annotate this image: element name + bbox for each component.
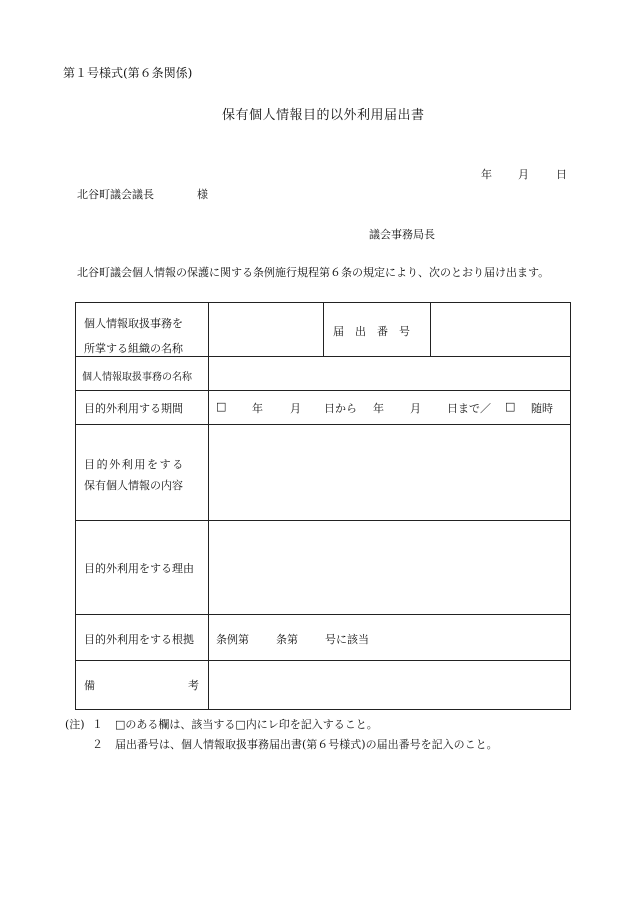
affair-name-field[interactable] bbox=[210, 358, 569, 388]
info-content-label-line2: 保有個人情報の内容 bbox=[84, 479, 183, 492]
addressee-honorific: 様 bbox=[197, 188, 208, 201]
table-rule bbox=[75, 614, 571, 615]
table-rule bbox=[75, 356, 571, 357]
basis-article: 条第 bbox=[276, 633, 298, 646]
basis-ordinance-article: 条例第 bbox=[216, 633, 249, 646]
period-from-year: 年 bbox=[252, 402, 263, 415]
period-checkbox-anytime[interactable]: □ bbox=[505, 400, 516, 413]
table-column-rule bbox=[208, 302, 209, 710]
table-column-rule bbox=[323, 302, 324, 356]
info-content-label-line1: 目的外利用をする bbox=[84, 458, 185, 471]
note1-number: １ bbox=[92, 718, 103, 731]
period-from-day: 日から bbox=[324, 402, 357, 415]
note1-text: □のある欄は、該当する□内にレ印を記入すること。 bbox=[115, 718, 378, 731]
remarks-field[interactable] bbox=[210, 662, 569, 708]
organization-label-line1: 個人情報取扱事務を bbox=[84, 317, 183, 330]
note2-text: 届出番号は、個人情報取扱事務届出書(第６号様式)の届出番号を記入のこと。 bbox=[115, 738, 498, 751]
reason-label: 目的外利用をする理由 bbox=[84, 562, 194, 575]
notification-number-field[interactable] bbox=[432, 304, 569, 354]
reason-field[interactable] bbox=[210, 522, 569, 612]
period-until-day: 日まで／ bbox=[447, 402, 491, 415]
date-month: 月 bbox=[518, 168, 529, 181]
period-until-year: 年 bbox=[373, 402, 384, 415]
organization-label-line2: 所掌する組織の名称 bbox=[84, 342, 183, 355]
document-title: 保有個人情報目的以外利用届出書 bbox=[222, 108, 425, 123]
notes-prefix: (注) bbox=[65, 718, 85, 731]
sender: 議会事務局長 bbox=[369, 228, 435, 241]
period-anytime-label: 随時 bbox=[531, 402, 553, 415]
intro-text: 北谷町議会個人情報の保護に関する条例施行規程第６条の規定により、次のとおり届け出ます。 bbox=[77, 266, 550, 279]
table-rule bbox=[75, 390, 571, 391]
basis-label: 目的外利用をする根拠 bbox=[84, 633, 194, 646]
basis-item: 号に該当 bbox=[325, 633, 369, 646]
remarks-label-right: 考 bbox=[188, 679, 199, 692]
period-label: 目的外利用する期間 bbox=[84, 402, 183, 415]
date-day: 日 bbox=[556, 168, 567, 181]
period-checkbox-range[interactable]: □ bbox=[216, 400, 227, 413]
period-until-month: 月 bbox=[410, 402, 421, 415]
table-rule bbox=[75, 520, 571, 521]
addressee-name: 北谷町議会議長 bbox=[77, 188, 154, 201]
date-year: 年 bbox=[481, 168, 492, 181]
period-from-month: 月 bbox=[290, 402, 301, 415]
organization-field[interactable] bbox=[210, 304, 321, 354]
remarks-label-left: 備 bbox=[84, 679, 95, 692]
form-number: 第１号様式(第６条関係) bbox=[63, 66, 193, 80]
info-content-field[interactable] bbox=[210, 426, 569, 518]
notification-number-label: 届 出 番 号 bbox=[333, 325, 410, 338]
table-column-rule bbox=[430, 302, 431, 356]
table-rule bbox=[75, 424, 571, 425]
table-rule bbox=[75, 660, 571, 661]
affair-name-label: 個人情報取扱事務の名称 bbox=[82, 372, 192, 383]
note2-number: ２ bbox=[92, 738, 103, 751]
